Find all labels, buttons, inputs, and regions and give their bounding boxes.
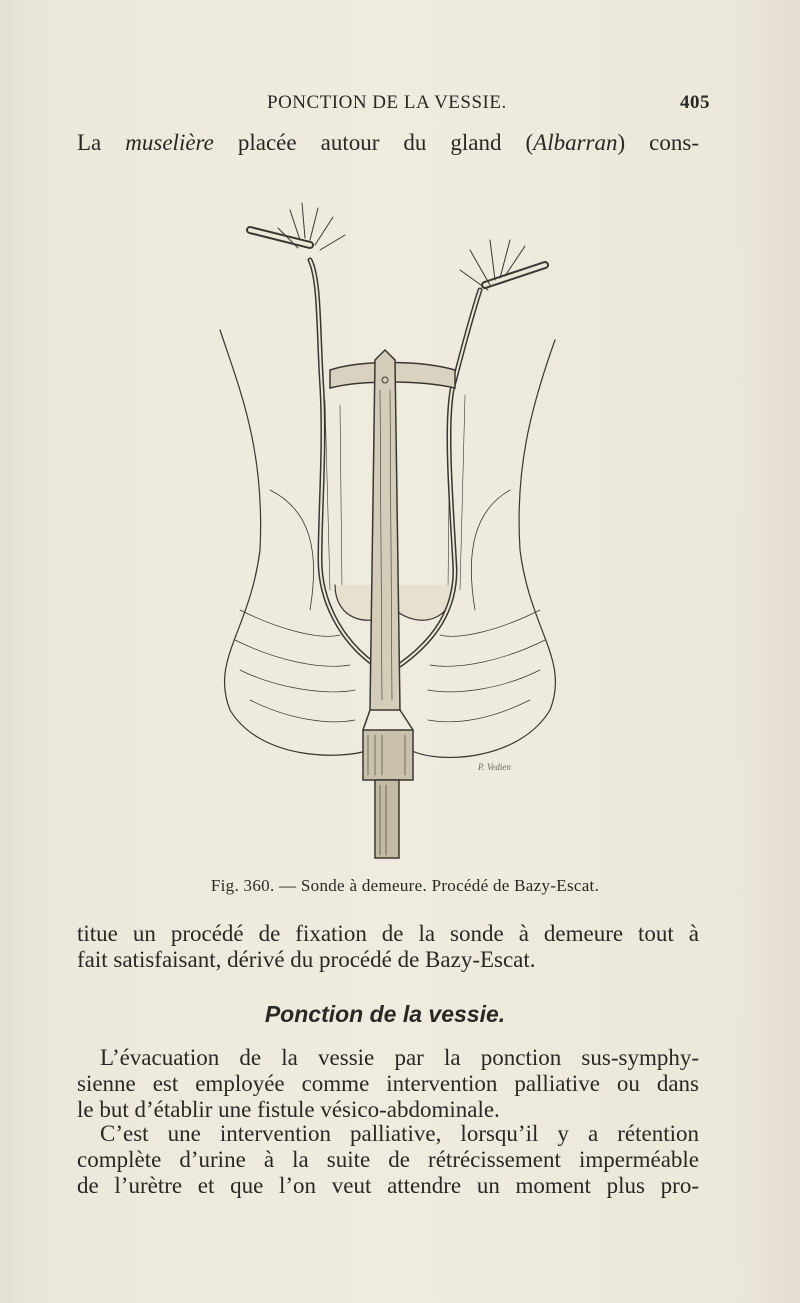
paragraph-3-line-3: de l’urètre et que l’on veut attendre un moment plus pro- — [77, 1173, 699, 1198]
paragraph-3-line-2: complète d’urine à la suite de rétrécissement imperméable — [77, 1147, 699, 1172]
page-number: 405 — [680, 92, 710, 113]
paragraph-2-line-1: L’évacuation de la vessie par la ponction sus-symphy- — [100, 1045, 699, 1070]
running-head — [77, 92, 710, 116]
paragraph-2-line-2: sienne est employée comme intervention palliative ou dans — [77, 1071, 699, 1096]
paragraph-3-line-1: C’est une intervention palliative, lorsqu’il y a rétention — [100, 1121, 699, 1146]
paragraph-1-line-1: titue un procédé de fixation de la sonde à demeure tout à — [77, 921, 699, 946]
intro-text-2: placée autour du gland ( — [213, 130, 534, 155]
section-title: Ponction de la vessie. — [264, 1001, 506, 1027]
intro-italic-albarran: Albarran — [533, 130, 618, 155]
intro-line — [77, 130, 699, 156]
illustrator-signature: P. Vedien — [478, 762, 511, 772]
paragraph-2-line-3: le but d’établir une fistule vésico-abdominale. — [77, 1097, 500, 1122]
paragraph-1-line-2: fait satisfaisant, dérivé du procédé de Bazy-Escat. — [77, 947, 536, 972]
figure-caption: Fig. 360. — Sonde à demeure. Procédé de Bazy-Escat. — [210, 876, 600, 895]
running-head-title: PONCTION DE LA VESSIE. — [267, 92, 507, 113]
intro-italic-museliere: muselière — [125, 130, 214, 155]
figure-illustration — [170, 190, 620, 865]
intro-text-3: ) cons- — [617, 130, 699, 155]
intro-text-1: La — [77, 130, 126, 155]
